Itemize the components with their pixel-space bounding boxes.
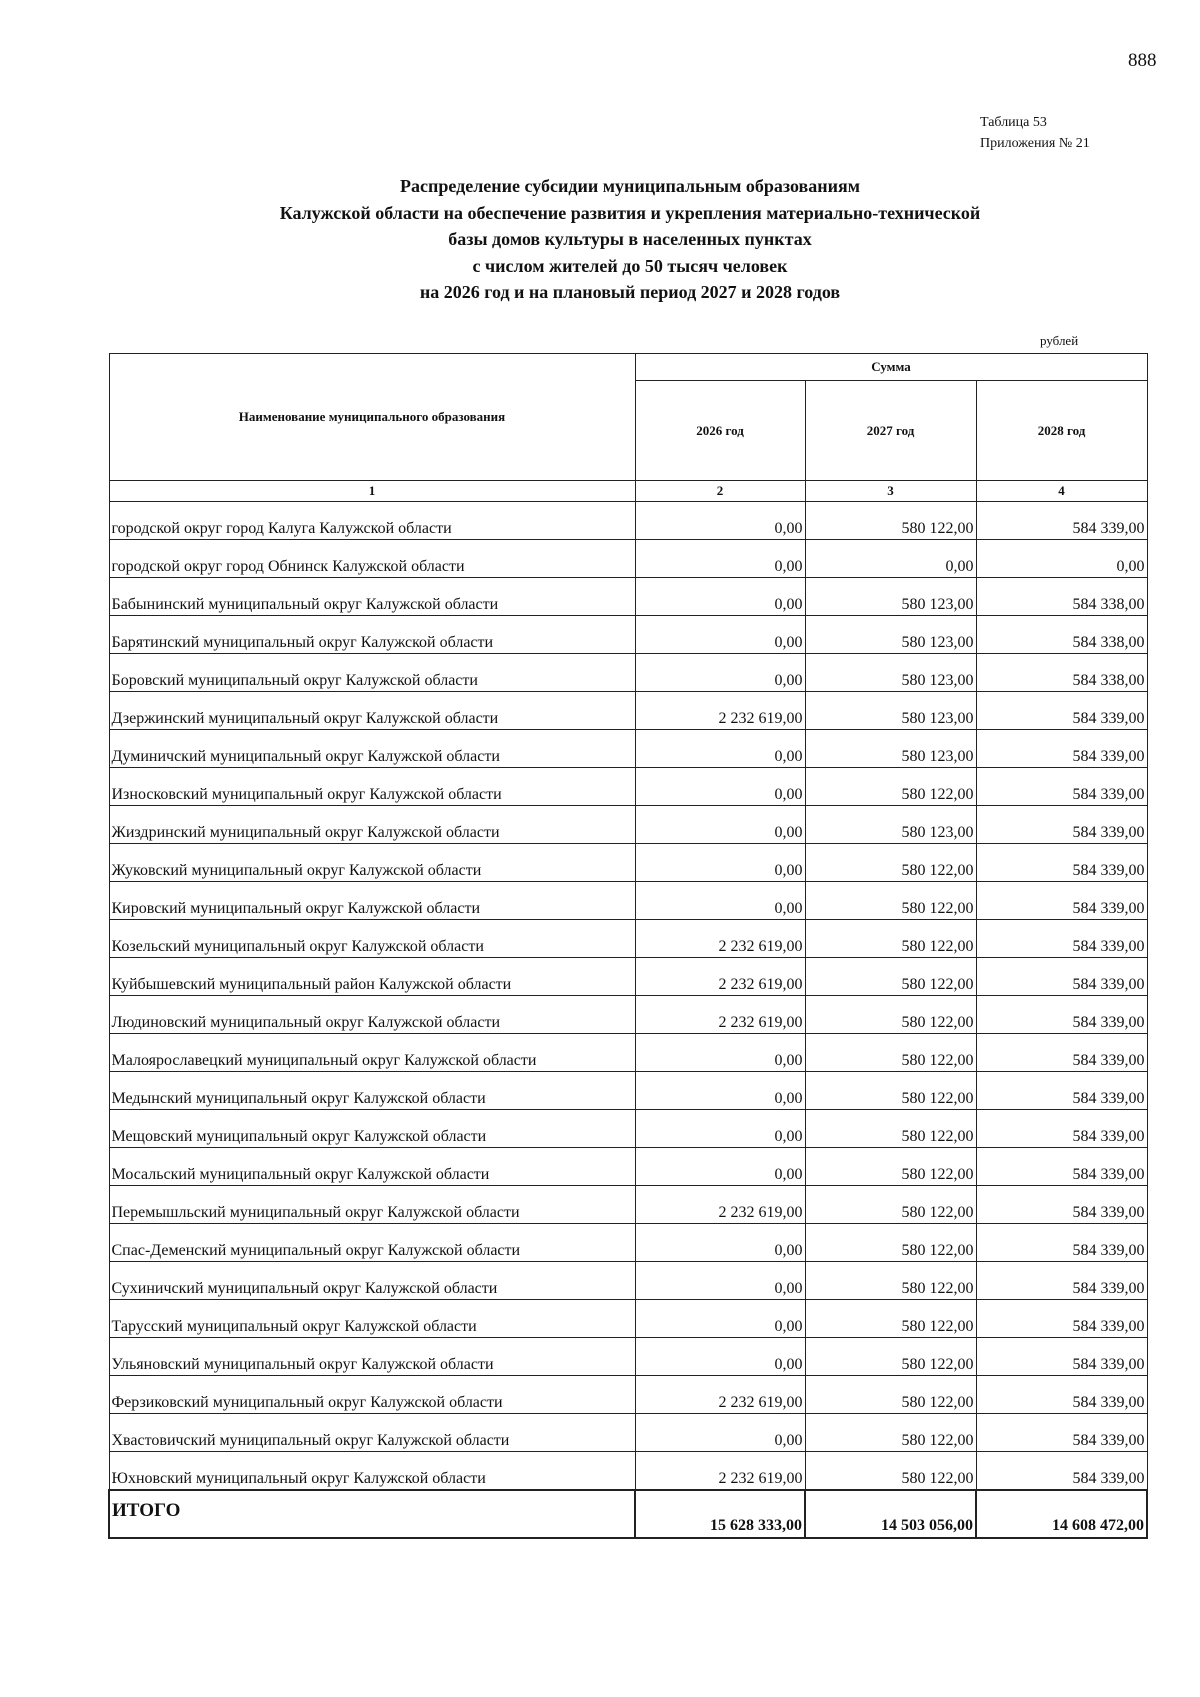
header-year-2027: 2027 год xyxy=(805,381,976,481)
amount-2028: 584 339,00 xyxy=(976,882,1147,920)
municipality-name: Козельский муниципальный округ Калужской области xyxy=(109,920,635,958)
municipality-name: Дзержинский муниципальный округ Калужской области xyxy=(109,692,635,730)
amount-2026: 0,00 xyxy=(635,882,805,920)
table-row xyxy=(109,692,1147,730)
column-number: 4 xyxy=(976,481,1147,502)
municipality-name: Жиздринский муниципальный округ Калужской области xyxy=(109,806,635,844)
table-row xyxy=(109,1452,1147,1491)
amount-2027: 580 122,00 xyxy=(805,1224,976,1262)
amount-2027: 580 123,00 xyxy=(805,654,976,692)
amount-2028: 0,00 xyxy=(976,540,1147,578)
amount-2026: 0,00 xyxy=(635,1414,805,1452)
amount-2027: 580 122,00 xyxy=(805,1186,976,1224)
amount-2028: 584 339,00 xyxy=(976,1072,1147,1110)
amount-2026: 2 232 619,00 xyxy=(635,920,805,958)
amount-2027: 580 123,00 xyxy=(805,806,976,844)
amount-2026: 0,00 xyxy=(635,1110,805,1148)
table-row xyxy=(109,540,1147,578)
amount-2026: 0,00 xyxy=(635,730,805,768)
table-row xyxy=(109,578,1147,616)
amount-2026: 2 232 619,00 xyxy=(635,996,805,1034)
table-row xyxy=(109,806,1147,844)
table-row xyxy=(109,616,1147,654)
amount-2028: 584 338,00 xyxy=(976,616,1147,654)
amount-2027: 580 122,00 xyxy=(805,1300,976,1338)
amount-2028: 584 339,00 xyxy=(976,1186,1147,1224)
municipality-name: Юхновский муниципальный округ Калужской области xyxy=(109,1452,635,1491)
column-number: 1 xyxy=(109,481,635,502)
municipality-name: Ульяновский муниципальный округ Калужской области xyxy=(109,1338,635,1376)
amount-2027: 580 122,00 xyxy=(805,1262,976,1300)
municipality-name: Барятинский муниципальный округ Калужской области xyxy=(109,616,635,654)
municipality-name: городской округ город Обнинск Калужской области xyxy=(109,540,635,578)
municipality-name: Мосальский муниципальный округ Калужской области xyxy=(109,1148,635,1186)
table-row xyxy=(109,768,1147,806)
municipality-name: Куйбышевский муниципальный район Калужской области xyxy=(109,958,635,996)
title-line: базы домов культуры в населенных пунктах xyxy=(448,229,812,249)
municipality-name: Боровский муниципальный округ Калужской области xyxy=(109,654,635,692)
amount-2026: 0,00 xyxy=(635,1034,805,1072)
amount-2026: 0,00 xyxy=(635,1224,805,1262)
municipality-name: Тарусский муниципальный округ Калужской области xyxy=(109,1300,635,1338)
amount-2026: 0,00 xyxy=(635,844,805,882)
table-row xyxy=(109,1414,1147,1452)
table-row xyxy=(109,1148,1147,1186)
amount-2027: 580 122,00 xyxy=(805,920,976,958)
municipality-name: Ферзиковский муниципальный округ Калужской области xyxy=(109,1376,635,1414)
municipality-name: Людиновский муниципальный округ Калужской области xyxy=(109,996,635,1034)
table-row xyxy=(109,958,1147,996)
units-label: рублей xyxy=(1040,333,1079,348)
amount-2027: 580 122,00 xyxy=(805,1338,976,1376)
amount-2028: 584 339,00 xyxy=(976,920,1147,958)
municipality-name: Малоярославецкий муниципальный округ Калужской области xyxy=(109,1034,635,1072)
total-label: ИТОГО xyxy=(109,1490,635,1538)
total-2028: 14 608 472,00 xyxy=(976,1490,1147,1538)
amount-2028: 584 339,00 xyxy=(976,1110,1147,1148)
amount-2028: 584 339,00 xyxy=(976,844,1147,882)
title-line: Калужской области на обеспечение развития и укрепления материально-технической xyxy=(279,202,981,223)
amount-2027: 580 122,00 xyxy=(805,996,976,1034)
title-line: Распределение субсидии муниципальным образованиям xyxy=(400,176,860,196)
column-number: 2 xyxy=(635,481,805,502)
amount-2027: 580 122,00 xyxy=(805,1110,976,1148)
table-row xyxy=(109,1262,1147,1300)
title-line: на 2026 год и на плановый период 2027 и 2028 годов xyxy=(419,282,841,302)
table-row xyxy=(109,1072,1147,1110)
table-row xyxy=(109,920,1147,958)
amount-2028: 584 339,00 xyxy=(976,502,1147,540)
amount-2026: 0,00 xyxy=(635,1262,805,1300)
column-number: 3 xyxy=(805,481,976,502)
table-row xyxy=(109,1110,1147,1148)
amount-2026: 0,00 xyxy=(635,616,805,654)
amount-2028: 584 338,00 xyxy=(976,578,1147,616)
table-row xyxy=(109,844,1147,882)
municipality-name: Мещовский муниципальный округ Калужской области xyxy=(109,1110,635,1148)
municipality-name: Медынский муниципальный округ Калужской области xyxy=(109,1072,635,1110)
amount-2026: 0,00 xyxy=(635,540,805,578)
amount-2026: 0,00 xyxy=(635,578,805,616)
document-title xyxy=(150,173,1110,306)
amount-2026: 2 232 619,00 xyxy=(635,1452,805,1491)
municipality-name: Бабынинский муниципальный округ Калужской области xyxy=(109,578,635,616)
amount-2026: 0,00 xyxy=(635,1148,805,1186)
amount-2026: 2 232 619,00 xyxy=(635,1376,805,1414)
amount-2027: 580 122,00 xyxy=(805,1376,976,1414)
page-number: 888 xyxy=(1128,50,1157,71)
municipality-name: Износковский муниципальный округ Калужской области xyxy=(109,768,635,806)
title-line: с числом жителей до 50 тысяч человек xyxy=(472,255,788,276)
total-2026: 15 628 333,00 xyxy=(635,1490,805,1538)
header-name: Наименование муниципального образования xyxy=(109,354,635,481)
amount-2027: 580 122,00 xyxy=(805,1414,976,1452)
appendix-number: Приложения № 21 xyxy=(980,136,1090,151)
table-row xyxy=(109,882,1147,920)
amount-2027: 580 123,00 xyxy=(805,730,976,768)
amount-2028: 584 339,00 xyxy=(976,1224,1147,1262)
amount-2027: 0,00 xyxy=(805,540,976,578)
amount-2028: 584 339,00 xyxy=(976,1376,1147,1414)
amount-2026: 2 232 619,00 xyxy=(635,692,805,730)
amount-2027: 580 123,00 xyxy=(805,616,976,654)
total-2027: 14 503 056,00 xyxy=(805,1490,976,1538)
amount-2028: 584 339,00 xyxy=(976,1338,1147,1376)
municipality-name: городской округ город Калуга Калужской области xyxy=(109,502,635,540)
amount-2028: 584 339,00 xyxy=(976,768,1147,806)
amount-2027: 580 122,00 xyxy=(805,958,976,996)
municipality-name: Думиничский муниципальный округ Калужской области xyxy=(109,730,635,768)
amount-2028: 584 339,00 xyxy=(976,958,1147,996)
header-year-2028: 2028 год xyxy=(976,381,1147,481)
table-reference xyxy=(980,112,1090,154)
municipality-name: Перемышльский муниципальный округ Калужской области xyxy=(109,1186,635,1224)
table-row xyxy=(109,996,1147,1034)
table-row xyxy=(109,1186,1147,1224)
municipality-name: Хвастовичский муниципальный округ Калужской области xyxy=(109,1414,635,1452)
municipality-name: Кировский муниципальный округ Калужской области xyxy=(109,882,635,920)
amount-2028: 584 339,00 xyxy=(976,1414,1147,1452)
amount-2026: 0,00 xyxy=(635,1338,805,1376)
amount-2027: 580 122,00 xyxy=(805,1034,976,1072)
amount-2027: 580 122,00 xyxy=(805,844,976,882)
amount-2028: 584 339,00 xyxy=(976,996,1147,1034)
subsidy-table xyxy=(108,353,1148,1539)
table-row xyxy=(109,730,1147,768)
table-row xyxy=(109,1376,1147,1414)
amount-2026: 2 232 619,00 xyxy=(635,958,805,996)
amount-2026: 0,00 xyxy=(635,768,805,806)
table-row xyxy=(109,1224,1147,1262)
table-row xyxy=(109,1300,1147,1338)
municipality-name: Сухиничский муниципальный округ Калужской области xyxy=(109,1262,635,1300)
table-row xyxy=(109,502,1147,540)
amount-2028: 584 339,00 xyxy=(976,1262,1147,1300)
amount-2028: 584 338,00 xyxy=(976,654,1147,692)
amount-2026: 0,00 xyxy=(635,806,805,844)
amount-2028: 584 339,00 xyxy=(976,1148,1147,1186)
total-row xyxy=(109,1490,1147,1538)
amount-2028: 584 339,00 xyxy=(976,1300,1147,1338)
amount-2026: 0,00 xyxy=(635,1300,805,1338)
header-year-2026: 2026 год xyxy=(635,381,805,481)
amount-2028: 584 339,00 xyxy=(976,692,1147,730)
amount-2028: 584 339,00 xyxy=(976,730,1147,768)
amount-2027: 580 123,00 xyxy=(805,692,976,730)
amount-2028: 584 339,00 xyxy=(976,806,1147,844)
amount-2027: 580 122,00 xyxy=(805,768,976,806)
table-number: Таблица 53 xyxy=(980,115,1047,130)
table-row xyxy=(109,1338,1147,1376)
municipality-name: Жуковский муниципальный округ Калужской области xyxy=(109,844,635,882)
amount-2026: 0,00 xyxy=(635,1072,805,1110)
amount-2026: 0,00 xyxy=(635,654,805,692)
amount-2026: 0,00 xyxy=(635,502,805,540)
amount-2027: 580 122,00 xyxy=(805,1148,976,1186)
amount-2028: 584 339,00 xyxy=(976,1452,1147,1491)
amount-2027: 580 122,00 xyxy=(805,882,976,920)
header-sum: Сумма xyxy=(635,354,1147,381)
amount-2027: 580 123,00 xyxy=(805,578,976,616)
amount-2028: 584 339,00 xyxy=(976,1034,1147,1072)
amount-2027: 580 122,00 xyxy=(805,1072,976,1110)
amount-2027: 580 122,00 xyxy=(805,502,976,540)
table-row xyxy=(109,654,1147,692)
municipality-name: Спас-Деменский муниципальный округ Калужской области xyxy=(109,1224,635,1262)
amount-2026: 2 232 619,00 xyxy=(635,1186,805,1224)
table-row xyxy=(109,1034,1147,1072)
amount-2027: 580 122,00 xyxy=(805,1452,976,1491)
